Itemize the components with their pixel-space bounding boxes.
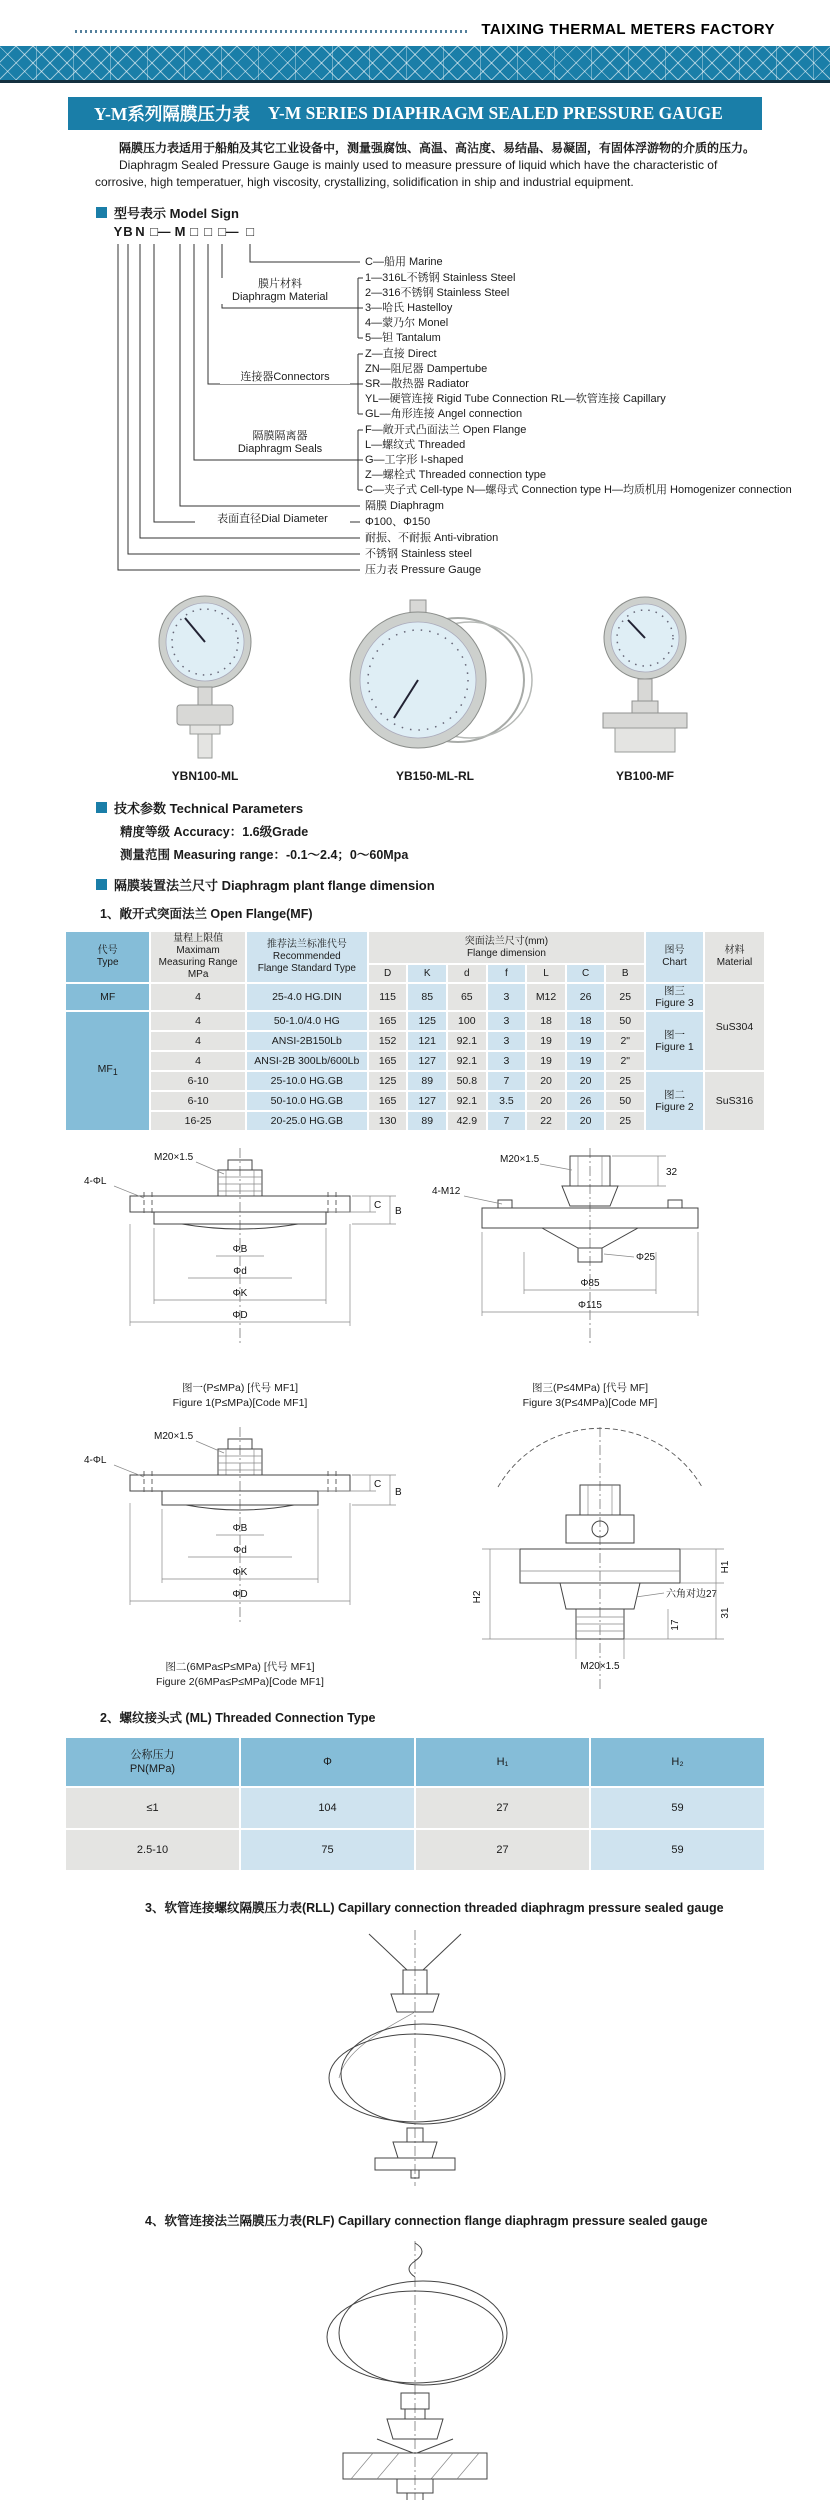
dim-label-m12: 4-M12 — [432, 1186, 461, 1197]
product-photos — [0, 594, 830, 786]
threaded-type-subheading: 2、螺纹接头式 (ML) Threaded Connection Type — [100, 1711, 376, 1725]
photo-caption: YBN100-ML — [171, 769, 239, 783]
table-row: 2.5-10 75 27 59 — [66, 1830, 764, 1870]
model-code-glyph: □ — [150, 224, 158, 239]
model-code-glyph: □ — [246, 224, 254, 239]
tech-params-heading — [96, 798, 830, 817]
cell-material: SuS316 — [705, 1072, 764, 1130]
open-flange-subheading: 1、敞开式突面法兰 Open Flange(MF) — [100, 907, 313, 921]
factory-name: TAIXING THERMAL METERS FACTORY — [481, 21, 775, 38]
gauge-photo-2 — [330, 594, 540, 762]
header-h1: H₁ — [416, 1738, 589, 1786]
dim-label-phi25: Φ25 — [636, 1252, 656, 1263]
table-row: ≤1 104 27 59 — [66, 1788, 764, 1828]
tree-group-connectors: Z—直接 Direct ZN—阻尼器 Dampertube SR—散热器 Radiator YL—硬管连接 Rigid Tube Connection RL—软管连接 Capillary GL—角形连接 Angel connection — [365, 348, 666, 420]
dim-label-17: 17 — [670, 1619, 681, 1631]
model-code-glyph: — — [225, 224, 239, 239]
figure-1 — [70, 1144, 410, 1411]
table-row: 4 ANSI-2B 300Lb/600Lb 165 127 92.1 3 19 19 2" — [66, 1052, 764, 1070]
header-chart: 图号 Chart — [646, 932, 703, 982]
rll-subheading: 3、软管连接螺纹隔膜压力表(RLL) Capillary connection threaded diaphragm pressure sealed gauge — [145, 1901, 724, 1915]
model-sign-heading-text: 型号表示 Model Sign — [114, 206, 239, 221]
dim-label-phik: ΦK — [232, 1567, 248, 1578]
col-C: C — [567, 965, 605, 982]
dim-label-b: B — [395, 1206, 402, 1217]
cell-material: SuS304 — [705, 984, 764, 1070]
square-bullet-icon — [96, 879, 107, 890]
figure-3-drawing — [420, 1144, 760, 1374]
header-range: 量程上限值 Maximam Measuring Range MPa — [151, 932, 245, 982]
dim-label-phid: Φd — [233, 1266, 247, 1277]
dim-label-b: B — [395, 1487, 402, 1498]
dim-label-phib: ΦB — [232, 1244, 248, 1255]
dim-label-32: 32 — [666, 1167, 678, 1178]
dim-label-phik: ΦK — [232, 1288, 248, 1299]
table-row: MF 4 25-4.0 HG.DIN 115 85 65 3 M12 26 25 图三 Figure 3 SuS304 — [66, 984, 764, 1010]
square-bullet-icon — [96, 802, 107, 813]
tree-item-dial-value: Φ100、Φ150 — [365, 516, 431, 528]
figure-3-caption: 图三(P≤4MPa) [代号 MF] Figure 3(P≤4MPa)[Code MF] — [522, 1382, 658, 1409]
tree-label-diaphragm-material: 膜片材料 Diaphragm Material — [210, 278, 350, 304]
table-row: 4 ANSI-2B150Lb 152 121 92.1 3 19 19 2" — [66, 1032, 764, 1050]
page-header — [75, 16, 775, 38]
col-f: f — [488, 965, 526, 982]
model-code-glyph: Y — [113, 224, 123, 239]
dim-label-h2: H2 — [472, 1590, 483, 1604]
flange-dim-heading-text: 隔膜装置法兰尺寸 Diaphragm plant flange dimension — [114, 878, 435, 893]
tree-item-gauge: 压力表 Pressure Gauge — [365, 564, 482, 576]
photo-caption: YB100-MF — [615, 769, 674, 783]
header-pn: 公称压力 PN(MPa) — [66, 1738, 239, 1786]
ml-threaded-drawing-block — [440, 1423, 760, 1698]
flange-dim-heading — [96, 875, 830, 894]
header-phi: Φ — [241, 1738, 414, 1786]
table-row: 6-10 50-10.0 HG.GB 165 127 92.1 3.5 20 26 50 — [66, 1092, 764, 1110]
rll-drawing — [265, 1922, 565, 2192]
photo-yb150-ml-rl — [325, 594, 545, 783]
dim-label-thread: M20×1.5 — [500, 1154, 540, 1165]
model-code-glyph: — — [157, 224, 171, 239]
header-flange-dimension: 突面法兰尺寸(mm) Flange dimension — [369, 932, 644, 963]
page-title-cn: Y-M系列隔膜压力表 — [94, 104, 250, 124]
dim-label-thread: M20×1.5 — [580, 1661, 620, 1672]
tree-group-diaphragm-seals: F—敞开式凸面法兰 Open Flange L—螺纹式 Threaded G—工字形 I-shaped Z—螺栓式 Threaded connection type C—夹子式 Cell-type N—螺母式 Connection type H—均质机用 Homogenizer connection — [365, 424, 792, 496]
rlf-drawing — [255, 2235, 575, 2500]
dim-label-31: 31 — [720, 1607, 731, 1619]
figure-2-drawing — [70, 1423, 410, 1653]
measuring-range-line: 测量范围 Measuring range：-0.1～2.4；0～60Mpa — [120, 848, 409, 862]
header-standard: 推荐法兰标准代号 Recommended Flange Standard Type — [247, 932, 367, 982]
tree-item-marine: C—船用 Marine — [365, 256, 443, 268]
dotted-divider — [75, 30, 467, 33]
tree-label-connectors: 连接器Connectors — [220, 371, 350, 384]
model-code-glyph: B — [123, 224, 133, 239]
table-row: 16-25 20-25.0 HG.GB 130 89 42.9 7 22 20 25 — [66, 1112, 764, 1130]
gauge-photo-3 — [570, 594, 720, 762]
table-row: $MF_1$ 4 50-1.0/4.0 HG 165 125 100 3 18 18 50 图一 Figure 1 — [66, 1012, 764, 1030]
tree-item-stainless: 不锈钢 Stainless steel — [365, 548, 472, 560]
figure-2 — [70, 1423, 410, 1698]
col-K: K — [408, 965, 446, 982]
dim-label-phi115: Φ115 — [578, 1300, 602, 1311]
model-code-glyph: M — [174, 224, 186, 239]
col-d: d — [448, 965, 486, 982]
cell-type: $MF_1$ — [66, 1012, 149, 1130]
cell-chart: 图二 Figure 2 — [646, 1072, 703, 1130]
table-header-row — [66, 932, 764, 963]
dim-label-phid: Φd — [233, 1545, 247, 1556]
dim-label-phi85: Φ85 — [580, 1278, 600, 1289]
figure-1-drawing — [70, 1144, 410, 1374]
figure-3 — [420, 1144, 760, 1411]
rll-drawing-block — [0, 1922, 830, 2197]
figure-row-1 — [70, 1144, 760, 1411]
dim-label-phidd: ΦD — [232, 1589, 248, 1600]
cell-chart: 图三 Figure 3 — [646, 984, 703, 1010]
tree-item-diaphragm: 隔膜 Diaphragm — [365, 500, 444, 512]
cell-chart: 图一 Figure 1 — [646, 1012, 703, 1070]
intro-en: Diaphragm Sealed Pressure Gauge is mainly used to measure pressure of liquid which have the characteristic of corrosive, high temperatuer, high viscosity, crystallizing, solidification in ship and industrial equipment. — [95, 158, 718, 189]
dim-label-holes: 4-ΦL — [84, 1176, 107, 1187]
model-sign-tree — [60, 224, 820, 584]
tree-label-diaphragm-seals: 隔膜隔离器 Diaphragm Seals — [210, 430, 350, 456]
intro — [95, 140, 760, 191]
model-code-glyph: □ — [190, 224, 198, 239]
dim-label-phib: ΦB — [232, 1523, 248, 1534]
col-B: B — [606, 965, 644, 982]
tree-group-diaphragm-material: 1—316L不锈钢 Stainless Steel 2—316不锈钢 Stainless Steel 3—哈氏 Hastelloy 4—蒙乃尔 Monel 5—钽 Tantalum — [365, 272, 516, 344]
photo-caption: YB150-ML-RL — [395, 769, 474, 783]
square-bullet-icon — [96, 207, 107, 218]
photo-yb100-mf — [565, 594, 725, 783]
tree-item-vibration: 耐振、不耐振 Anti-vibration — [365, 532, 499, 544]
table-header-row — [66, 1738, 764, 1786]
accuracy-line: 精度等级 Accuracy：1.6级Grade — [120, 825, 309, 839]
table-row: 6-10 25-10.0 HG.GB 125 89 50.8 7 20 20 25 图二 Figure 2 SuS316 — [66, 1072, 764, 1090]
tech-params-heading-text: 技术参数 Technical Parameters — [114, 801, 304, 816]
photo-ybn100-ml — [125, 594, 285, 783]
header-h2: H₂ — [591, 1738, 764, 1786]
model-code-glyph: □ — [204, 224, 212, 239]
model-sign-heading — [96, 203, 830, 222]
figure-1-caption: 图一(P≤MPa) [代号 MF1] Figure 1(P≤MPa)[Code MF1] — [172, 1382, 308, 1409]
col-D: D — [369, 965, 407, 982]
dim-label-thread: M20×1.5 — [154, 1152, 194, 1163]
figure-row-2 — [70, 1423, 760, 1698]
intro-cn: 隔膜压力表适用于船舶及其它工业设备中，测量强腐蚀、高温、高沾度、易结晶、易凝固，有固体浮游物的介质的压力。 — [119, 141, 756, 155]
dim-label-holes: 4-ΦL — [84, 1455, 107, 1466]
threaded-connection-table — [64, 1736, 766, 1872]
model-code-glyph: □ — [218, 224, 226, 239]
rlf-drawing-block — [0, 2235, 830, 2500]
dim-label-h1: H1 — [720, 1560, 731, 1574]
ml-threaded-drawing — [440, 1423, 760, 1693]
header-material: 材料 Material — [705, 932, 764, 982]
dim-label-c: C — [374, 1479, 382, 1490]
dim-label-c: C — [374, 1200, 382, 1211]
figure-2-caption: 图二(6MPa≤P≤MPa) [代号 MF1] Figure 2(6MPa≤P≤MPa)[Code MF1] — [156, 1661, 324, 1688]
tree-label-dial-diameter: 表面直径Dial Diameter — [195, 513, 350, 526]
col-L: L — [527, 965, 565, 982]
page-title-en: Y-M SERIES DIAPHRAGM SEALED PRESSURE GAUGE — [267, 103, 723, 123]
model-code-glyph: N — [135, 224, 145, 239]
lattice-banner — [0, 46, 830, 83]
dim-label-hex27: 六角对边27 — [666, 1589, 718, 1600]
cell-type: MF — [66, 984, 149, 1010]
flange-dimension-table — [64, 930, 766, 1132]
header-type: 代号 Type — [66, 932, 149, 982]
dim-label-phidd: ΦD — [232, 1310, 248, 1321]
title-bar — [68, 97, 762, 130]
gauge-photo-1 — [130, 594, 280, 762]
dim-label-thread: M20×1.5 — [154, 1431, 194, 1442]
rlf-subheading: 4、软管连接法兰隔膜压力表(RLF) Capillary connection flange diaphragm pressure sealed gauge — [145, 2214, 708, 2228]
